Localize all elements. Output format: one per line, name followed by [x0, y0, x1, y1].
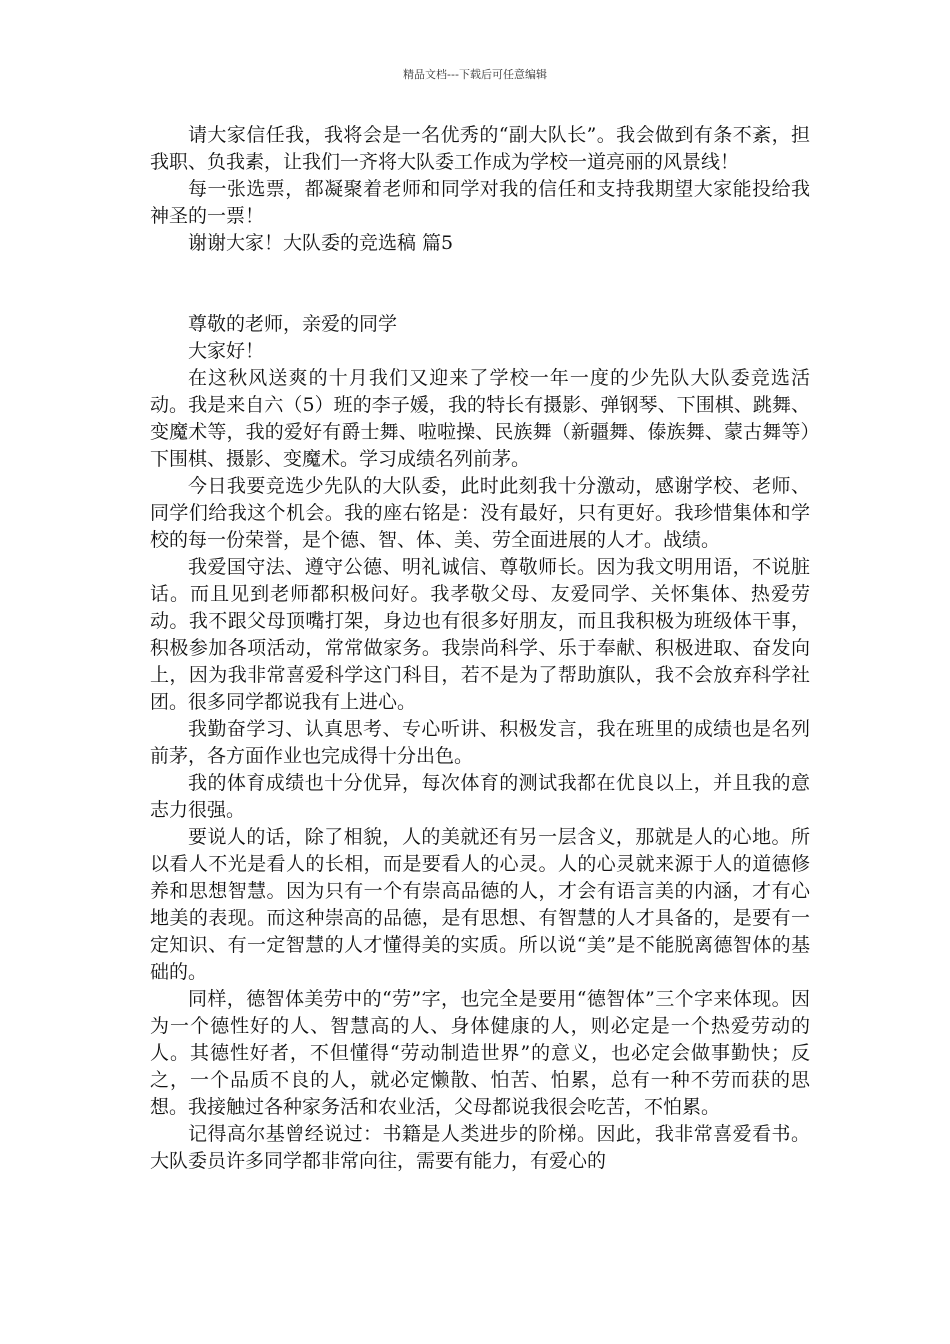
paragraph: 我的体育成绩也十分优异，每次体育的测试我都在优良以上，并且我的意志力很强。	[150, 772, 810, 821]
paragraph: 每一张选票，都凝聚着老师和同学对我的信任和支持我期望大家能投给我神圣的一票！	[150, 178, 810, 227]
greeting: 大家好！	[188, 340, 265, 362]
section-gap	[150, 257, 810, 311]
document-body	[150, 122, 810, 1175]
paragraph: 我爱国守法、遵守公德、明礼诚信、尊敬师长。因为我文明用语，不说脏话。而且见到老师都积极问好。我孝敬父母、友爱同学、关怀集体、热爱劳动。我不跟父母顶嘴打架，身边也有很多好朋友，而且我积极为班级体干事，积极参加各项活动，常常做家务。我崇尚科学、乐于奉献、积极进取、奋发向上，因为我非常喜爱科学这门科目，若不是为了帮助旗队，我不会放弃科学社团。很多同学都说我有上进心。	[150, 556, 810, 713]
paragraph: 同样，德智体美劳中的“劳”字，也完全是要用“德智体”三个字来体现。因为一个德性好的人、智慧高的人、身体健康的人，则必定是一个热爱劳动的人。其德性好者，不但懂得“劳动制造世界”的意义，也必定会做事勤快；反之，一个品质不良的人，就必定懒散、怕苦、怕累，总有一种不劳而获的思想。我接触过各种家务活和农业活，父母都说我很会吃苦，不怕累。	[150, 988, 810, 1118]
paragraph: 请大家信任我，我将会是一名优秀的“副大队长”。我会做到有条不紊，担我职、负我素，让我们一齐将大队委工作成为学校一道亮丽的风景线！	[150, 124, 810, 173]
paragraph: 要说人的话，除了相貌，人的美就还有另一层含义，那就是人的心地。所以看人不光是看人的长相，而是要看人的心灵。人的心灵就来源于人的道德修养和思想智慧。因为只有一个有崇高品德的人，才会有语言美的内涵，才有心地美的表现。而这种崇高的品德，是有思想、有智慧的人才具备的，是要有一定知识、有一定智慧的人才懂得美的实质。所以说“美”是不能脱离德智体的基础的。	[150, 826, 810, 983]
page-header-note: 精品文档---下载后可任意编辑	[403, 68, 547, 81]
paragraph: 在这秋风送爽的十月我们又迎来了学校一年一度的少先队大队委竞选活动。我是来自六（5）班的李子媛，我的特长有摄影、弹钢琴、下围棋、跳舞、变魔术等，我的爱好有爵士舞、啦啦操、民族舞（新疆舞、傣族舞、蒙古舞等）下围棋、摄影、变魔术。学习成绩名列前茅。	[150, 367, 810, 470]
salutation: 尊敬的老师，亲爱的同学	[188, 313, 398, 335]
paragraph: 今日我要竞选少先队的大队委，此时此刻我十分激动，感谢学校、老师、同学们给我这个机会。我的座右铭是：没有最好，只有更好。我珍惜集体和学校的每一份荣誉，是个德、智、体、美、劳全面进展的人才。战绩。	[150, 475, 810, 551]
paragraph: 我勤奋学习、认真思考、专心听讲、积极发言，我在班里的成绩也是名列前茅，各方面作业也完成得十分出色。	[150, 718, 810, 767]
section-heading: 谢谢大家！大队委的竞选稿 篇5	[188, 232, 454, 254]
paragraph: 记得高尔基曾经说过：书籍是人类进步的阶梯。因此，我非常喜爱看书。大队委员许多同学都非常向往，需要有能力，有爱心的	[150, 1123, 810, 1172]
